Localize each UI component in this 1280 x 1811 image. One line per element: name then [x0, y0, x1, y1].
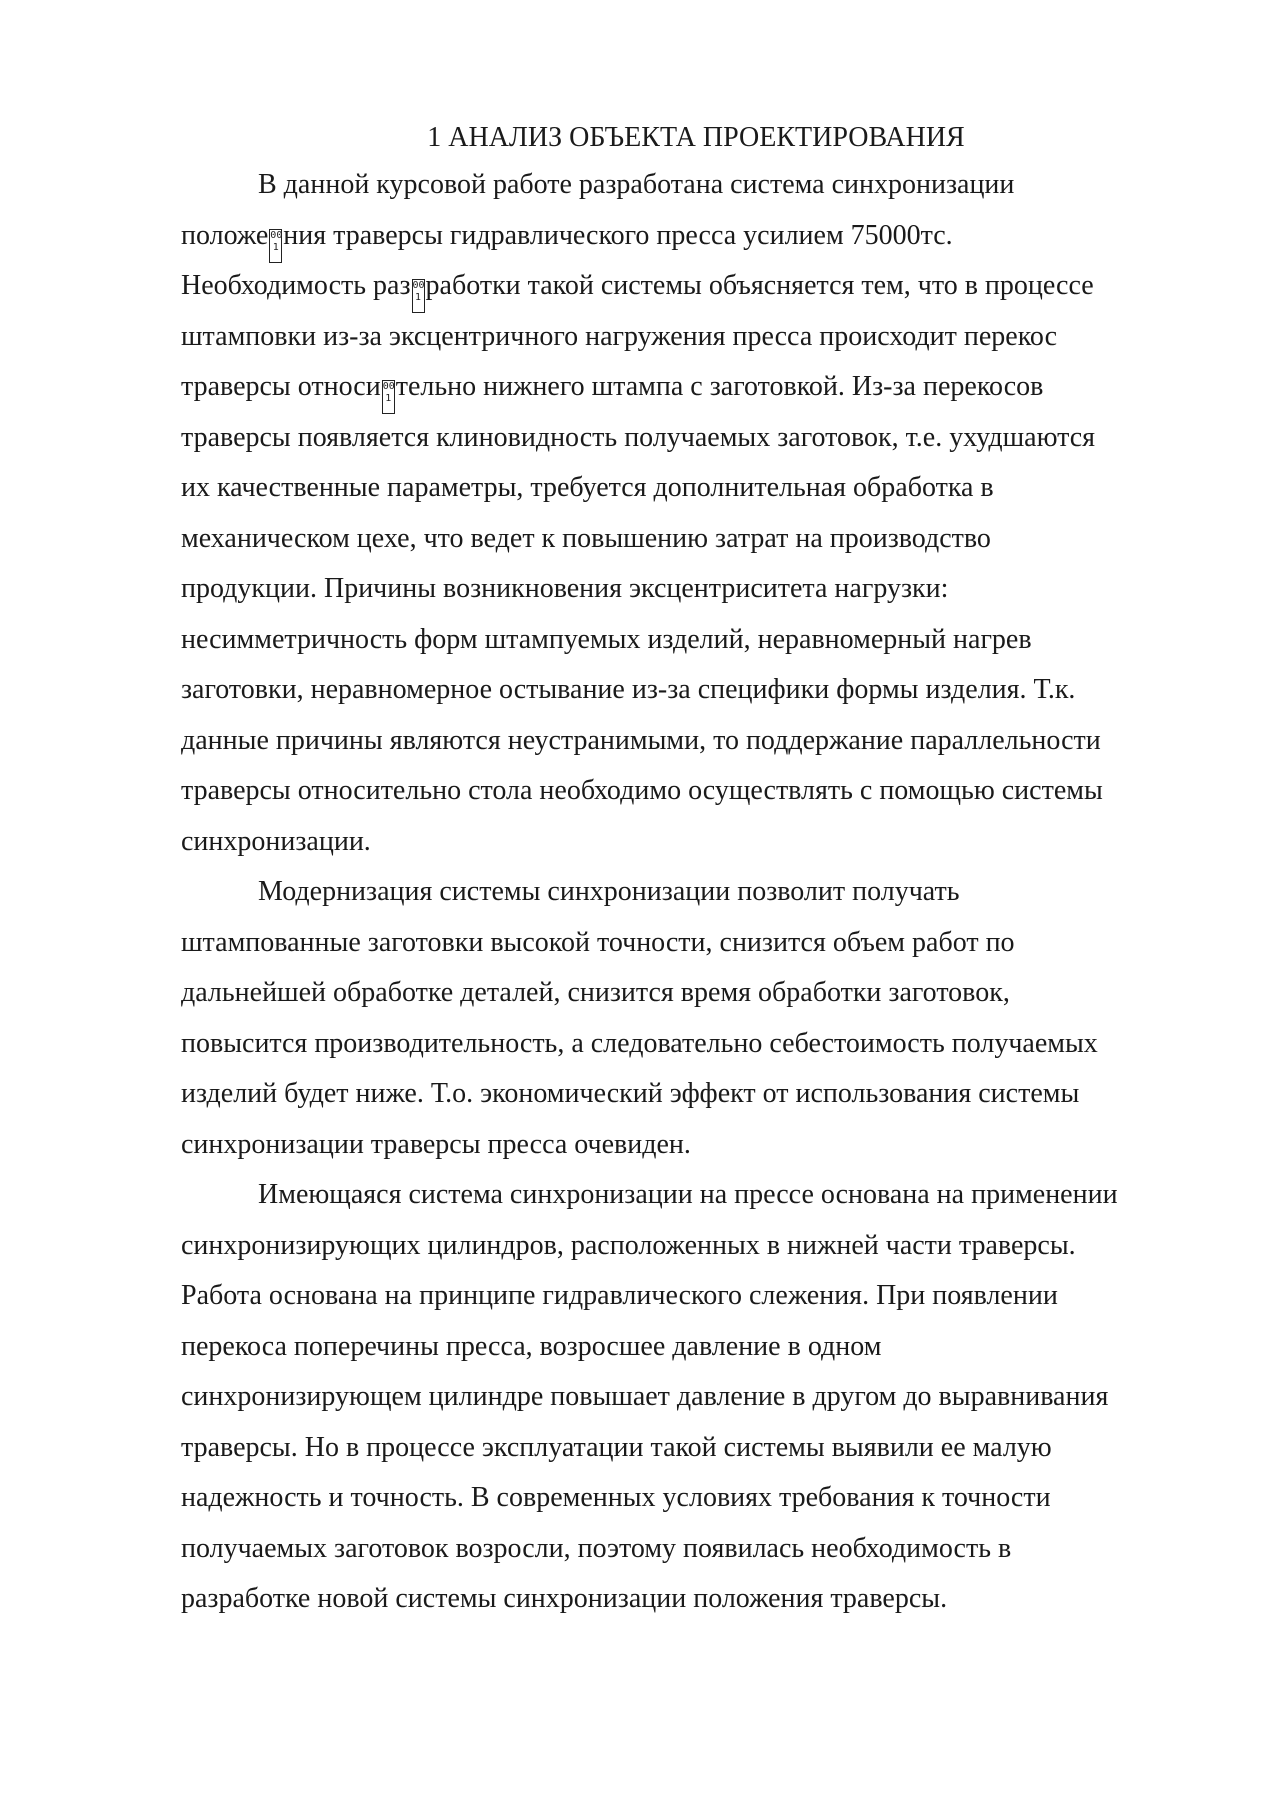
text-line: Необходимость раз 00 1 работки такой системы объясняется тем, что в процессе	[181, 261, 1191, 312]
text-line: разработке новой системы синхронизации положения траверсы.	[181, 1583, 948, 1614]
missing-glyph-icon: 00 1	[412, 279, 425, 313]
text-line: положе 00 1 ния траверсы гидравлического пресса усилием 75000тс.	[181, 211, 1191, 262]
text-line: изделий будет ниже. Т.о. экономический эффект от использования системы	[181, 1078, 1080, 1109]
missing-glyph-icon: 00 1	[269, 229, 282, 263]
text-line: данные причины являются неустранимыми, то поддержание параллельности	[181, 724, 1101, 756]
text-line: несимметричность форм штампуемых изделий, неравномерный нагрев	[181, 623, 1032, 655]
missing-glyph-icon: 00 1	[382, 380, 395, 414]
text-line: повысится производительность, а следовательно себестоимость получаемых	[181, 1027, 1098, 1059]
text-line: В данной курсовой работе разработана система синхронизации	[258, 169, 1015, 200]
text-line: Имеющаяся система синхронизации на прессе основана на применении	[258, 1179, 1118, 1210]
text-line: Работа основана на принципе гидравлического слежения. При появлении	[181, 1280, 1058, 1311]
text-line: траверсы относи 00 1 тельно нижнего штампа с заготовкой. Из-за перекосов	[181, 362, 1191, 413]
paragraph-3	[181, 1170, 1191, 1625]
text-line: траверсы относительно стола необходимо осуществлять с помощью системы	[181, 775, 1103, 806]
text-line: синхронизации.	[181, 825, 371, 857]
text-line: надежность и точность. В современных условиях требования к точности	[181, 1482, 1051, 1513]
section-title: 1 АНАЛИЗ ОБЪЕКТА ПРОЕКТИРОВАНИЯ	[427, 122, 965, 153]
text-line: синхронизирующих цилиндров, расположенных в нижней части траверсы.	[181, 1229, 1076, 1261]
text-line: траверсы появляется клиновидность получаемых заготовок, т.е. ухудшаются	[181, 421, 1096, 453]
text-line: синхронизирующем цилиндре повышает давление в другом до выравнивания	[181, 1381, 1109, 1412]
text-line: механическом цехе, что ведет к повышению затрат на производство	[181, 522, 991, 554]
text-line: получаемых заготовок возросли, поэтому появилась необходимость в	[181, 1532, 1012, 1564]
text-line: Модернизация системы синхронизации позволит получать	[258, 876, 960, 907]
text-line: перекоса поперечины пресса, возросшее давление в одном	[181, 1330, 882, 1362]
text-line: синхронизации траверсы пресса очевиден.	[181, 1128, 691, 1160]
text-line: дальнейшей обработке деталей, снизится время обработки заготовок,	[181, 977, 1010, 1008]
text-line: продукции. Причины возникновения эксцентриситета нагрузки:	[181, 573, 949, 604]
text-line: заготовки, неравномерное остывание из-за специфики формы изделия. Т.к.	[181, 674, 1076, 705]
paragraph-2	[181, 867, 1191, 1170]
text-line: траверсы. Но в процессе эксплуатации такой системы выявили ее малую	[181, 1431, 1052, 1463]
document-body	[181, 116, 1191, 1625]
paragraph-1	[181, 160, 1191, 867]
text-line: их качественные параметры, требуется дополнительная обработка в	[181, 472, 994, 503]
text-line: штампованные заготовки высокой точности, снизится объем работ по	[181, 926, 1015, 958]
text-line: штамповки из-за эксцентричного нагружения пресса происходит перекос	[181, 320, 1058, 352]
